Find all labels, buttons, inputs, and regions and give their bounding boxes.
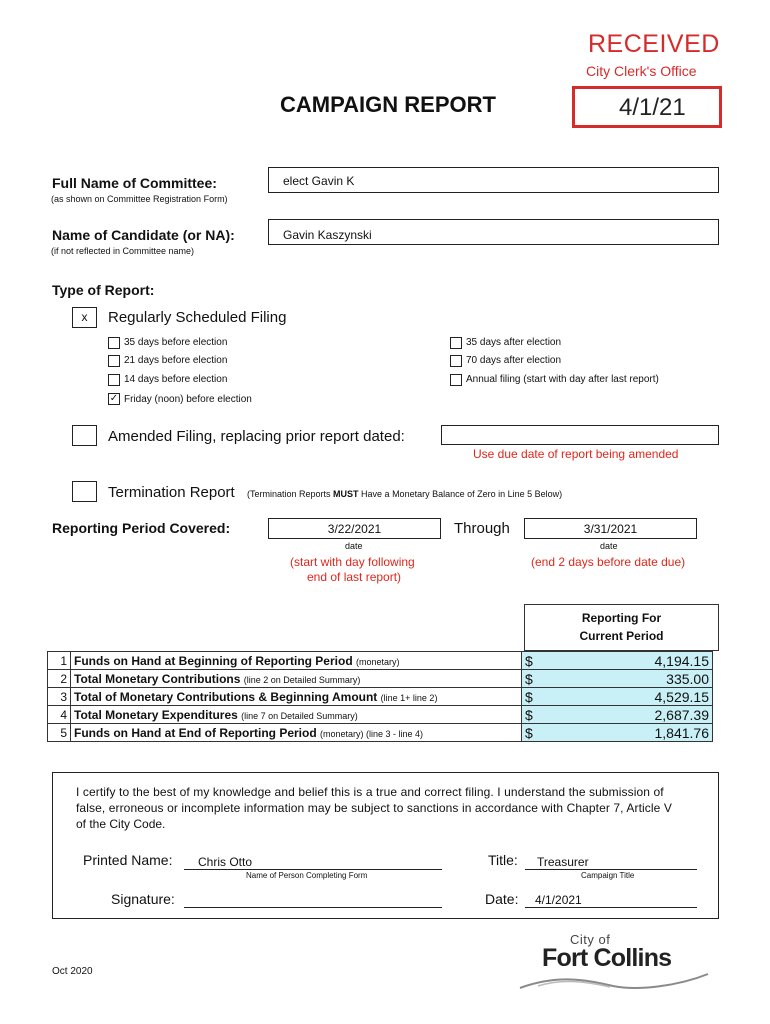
city-logo bbox=[518, 930, 713, 992]
committee-note: (as shown on Committee Registration Form) bbox=[51, 194, 228, 204]
table-row bbox=[48, 652, 713, 670]
row-amount-cell[interactable] bbox=[522, 688, 713, 706]
row-number: 1 bbox=[48, 652, 71, 670]
candidate-label: Name of Candidate (or NA): bbox=[52, 227, 235, 243]
dollar-sign: $ bbox=[525, 724, 533, 741]
period-end-note: (end 2 days before date due) bbox=[531, 555, 686, 569]
logo-fort-collins: Fort Collins bbox=[542, 944, 672, 972]
period-start-note-1: (start with day following bbox=[290, 555, 415, 569]
row-note: (line 2 on Detailed Summary) bbox=[243, 674, 361, 685]
row-label-text: Total Monetary Expenditures bbox=[74, 707, 238, 722]
row-label-text: Funds on Hand at Beginning of Reporting Period bbox=[74, 653, 353, 668]
amended-filing-checkbox[interactable] bbox=[72, 425, 97, 446]
amended-date-field[interactable] bbox=[441, 425, 719, 445]
row-amount-cell[interactable] bbox=[522, 724, 713, 742]
row-note: (line 1+ line 2) bbox=[380, 692, 438, 703]
stamp-office-text: City Clerk's Office bbox=[586, 63, 697, 79]
row-label bbox=[71, 724, 522, 742]
table-row bbox=[48, 688, 713, 706]
option-21-before-checkbox[interactable] bbox=[108, 355, 120, 367]
date-label: Date: bbox=[485, 891, 519, 907]
title-field[interactable] bbox=[525, 853, 697, 870]
logo-city-of: City of bbox=[570, 932, 611, 947]
certify-text-2: false, erroneous or incomplete information may be subject to sanctions in accordance with Chapter 7, Article V bbox=[76, 801, 672, 815]
option-annual-label: Annual filing (start with day after last report) bbox=[466, 374, 659, 385]
row-note: (line 7 on Detailed Summary) bbox=[241, 710, 358, 721]
period-through-label: Through bbox=[454, 520, 510, 537]
dollar-sign: $ bbox=[525, 688, 533, 705]
period-start-value: 3/22/2021 bbox=[327, 522, 382, 536]
termination-note bbox=[247, 489, 562, 499]
row-label-text: Total Monetary Contributions bbox=[74, 671, 241, 686]
printed-name-label: Printed Name: bbox=[83, 852, 173, 868]
option-70-after-label: 70 days after election bbox=[466, 355, 562, 366]
option-annual-checkbox[interactable] bbox=[450, 374, 462, 386]
committee-name-value: elect Gavin K bbox=[283, 174, 355, 188]
date-field[interactable] bbox=[525, 891, 697, 908]
received-stamp bbox=[566, 28, 726, 134]
candidate-name-field[interactable] bbox=[268, 219, 719, 245]
period-start-note-2: end of last report) bbox=[307, 570, 402, 584]
candidate-note: (if not reflected in Committee name) bbox=[51, 246, 195, 256]
committee-label: Full Name of Committee: bbox=[52, 175, 217, 191]
amended-filing-label: Amended Filing, replacing prior report dated: bbox=[108, 428, 405, 445]
printed-name-value: Chris Otto bbox=[198, 855, 253, 869]
termination-checkbox[interactable] bbox=[72, 481, 97, 502]
option-14-before-checkbox[interactable] bbox=[108, 374, 120, 386]
regular-filing-checkbox[interactable]: x bbox=[72, 307, 97, 328]
row-amount: 335.00 bbox=[666, 670, 709, 687]
certify-text-1: I certify to the best of my knowledge and belief this is a true and correct filing. I understand the submission of bbox=[76, 785, 664, 799]
period-end-date-label: date bbox=[600, 541, 618, 551]
row-amount-cell[interactable] bbox=[522, 706, 713, 724]
row-label-text: Total of Monetary Contributions & Beginning Amount bbox=[74, 689, 378, 704]
row-number: 2 bbox=[48, 670, 71, 688]
stamp-date: 4/1/21 bbox=[619, 94, 686, 121]
dollar-sign: $ bbox=[525, 706, 533, 723]
option-35-before-checkbox[interactable] bbox=[108, 337, 120, 349]
dollar-sign: $ bbox=[525, 652, 533, 669]
page-title: CAMPAIGN REPORT bbox=[280, 92, 496, 117]
regular-filing-label: Regularly Scheduled Filing bbox=[108, 309, 287, 326]
period-end-value: 3/31/2021 bbox=[583, 522, 638, 536]
row-note: (monetary) (line 3 - line 4) bbox=[320, 728, 424, 739]
row-label bbox=[71, 670, 522, 688]
row-number: 3 bbox=[48, 688, 71, 706]
period-end-field[interactable] bbox=[524, 518, 697, 539]
option-35-before-label: 35 days before election bbox=[124, 337, 228, 348]
row-label bbox=[71, 688, 522, 706]
period-start-date-label: date bbox=[345, 541, 363, 551]
form-version: Oct 2020 bbox=[52, 966, 93, 977]
table-row bbox=[48, 670, 713, 688]
signature-field[interactable] bbox=[184, 891, 442, 908]
candidate-name-value: Gavin Kaszynski bbox=[283, 228, 372, 242]
printed-name-field[interactable] bbox=[184, 853, 442, 870]
period-label: Reporting Period Covered: bbox=[52, 520, 231, 536]
committee-name-field[interactable] bbox=[268, 167, 719, 193]
row-number: 5 bbox=[48, 724, 71, 742]
printed-name-caption: Name of Person Completing Form bbox=[246, 871, 368, 880]
option-friday-checkbox[interactable]: ✓ bbox=[109, 393, 119, 404]
row-label bbox=[71, 706, 522, 724]
option-35-after-checkbox[interactable] bbox=[450, 337, 462, 349]
title-value: Treasurer bbox=[537, 855, 589, 869]
summary-table bbox=[47, 651, 713, 742]
title-caption: Campaign Title bbox=[581, 871, 635, 880]
table-row bbox=[48, 706, 713, 724]
row-amount: 4,194.15 bbox=[654, 652, 709, 669]
dollar-sign: $ bbox=[525, 670, 533, 687]
period-start-field[interactable] bbox=[268, 518, 441, 539]
row-amount: 2,687.39 bbox=[654, 706, 709, 723]
table-row bbox=[48, 724, 713, 742]
row-note: (monetary) bbox=[356, 656, 400, 667]
option-friday-label: Friday (noon) before election bbox=[124, 394, 252, 405]
row-number: 4 bbox=[48, 706, 71, 724]
stamp-received-text: RECEIVED bbox=[588, 30, 720, 58]
option-14-before-label: 14 days before election bbox=[124, 374, 228, 385]
signature-label: Signature: bbox=[111, 891, 175, 907]
option-35-after-label: 35 days after election bbox=[466, 337, 562, 348]
summary-header-line1: Reporting For bbox=[581, 611, 662, 625]
termination-note-pre: (Termination Reports bbox=[247, 489, 334, 499]
stamp-date-box bbox=[572, 86, 722, 128]
row-label bbox=[71, 652, 522, 670]
row-label-text: Funds on Hand at End of Reporting Period bbox=[74, 725, 317, 740]
report-type-label: Type of Report: bbox=[52, 282, 155, 298]
row-amount-cell[interactable] bbox=[522, 670, 713, 688]
summary-header-line2: Current Period bbox=[579, 629, 664, 643]
title-label: Title: bbox=[488, 852, 518, 868]
date-value: 4/1/2021 bbox=[535, 893, 582, 907]
row-amount: 1,841.76 bbox=[654, 724, 709, 741]
termination-note-must: MUST bbox=[333, 489, 359, 499]
termination-note-post: Have a Monetary Balance of Zero in Line 5 Below) bbox=[358, 489, 563, 499]
termination-label: Termination Report bbox=[108, 484, 235, 501]
option-21-before-label: 21 days before election bbox=[124, 355, 228, 366]
amended-note: Use due date of report being amended bbox=[473, 447, 679, 461]
summary-header bbox=[524, 604, 719, 651]
row-amount: 4,529.15 bbox=[654, 688, 709, 705]
row-amount-cell[interactable] bbox=[522, 652, 713, 670]
certification-box bbox=[52, 772, 719, 919]
option-70-after-checkbox[interactable] bbox=[450, 355, 462, 367]
certify-text-3: of the City Code. bbox=[76, 817, 166, 831]
